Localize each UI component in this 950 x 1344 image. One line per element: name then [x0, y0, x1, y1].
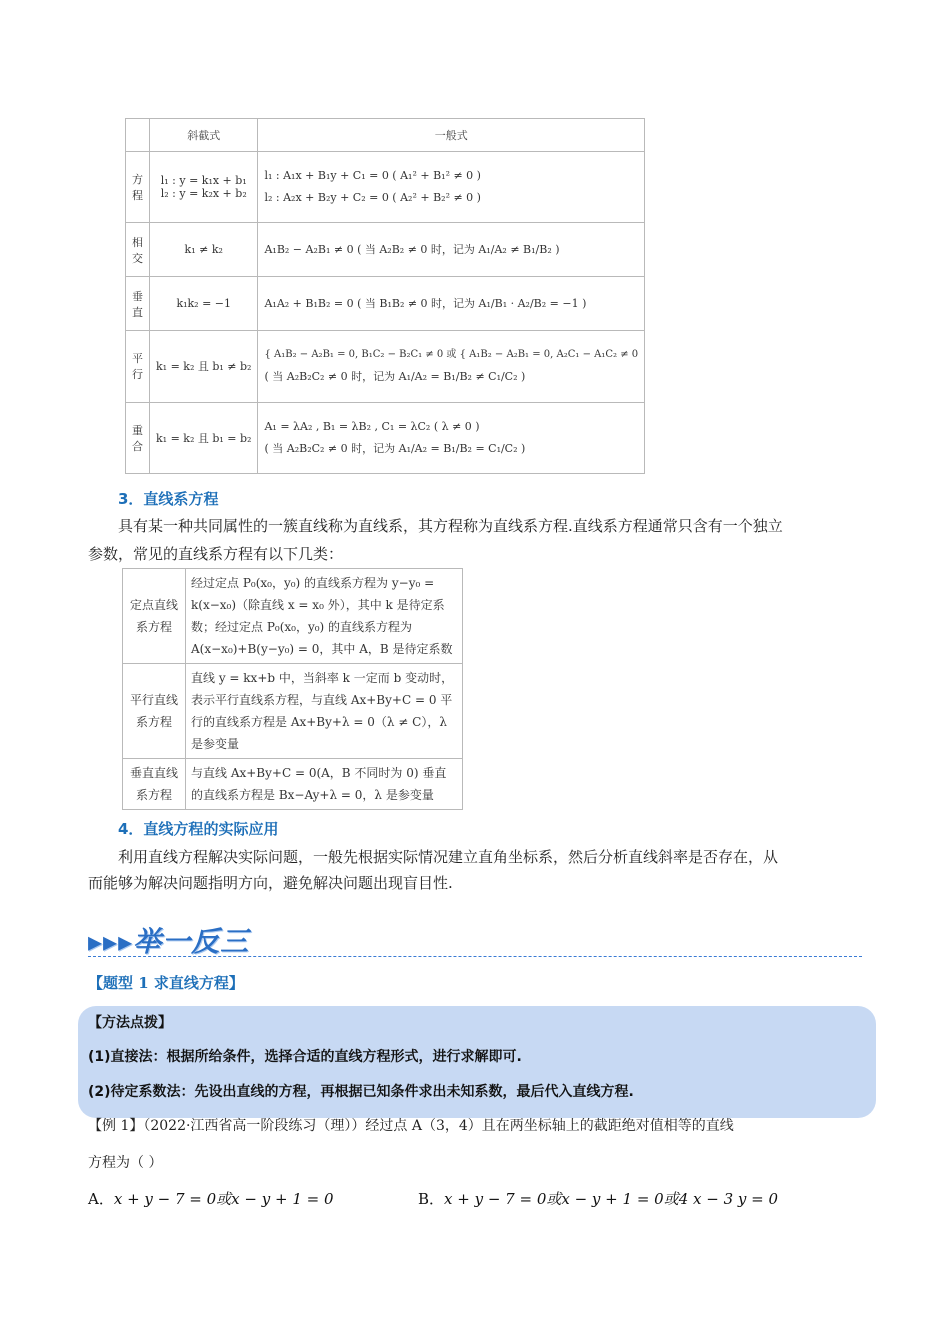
slope-line: k₁ ≠ k₂ — [184, 243, 223, 257]
general-line: A₁A₂ + B₁B₂ = 0 ( 当 B₁B₂ ≠ 0 时，记为 A₁/B₁ · A₂/B₂ = −1 ) — [264, 296, 587, 310]
row-label: 平行直线系方程 — [123, 664, 186, 759]
method-line: (2)待定系数法：先设出直线的方程，再根据已知条件求出未知系数，最后代入直线方程. — [88, 1084, 634, 1100]
option-a-text: x + y − 7 = 0或x − y + 1 = 0 — [113, 1190, 334, 1208]
slope-cell — [150, 152, 258, 223]
section-banner — [88, 920, 249, 960]
general-line: { A₁B₂ − A₂B₁ = 0, B₁C₂ − B₂C₁ ≠ 0 或 { A₁B₂ − A₂B₁ = 0, A₂C₁ − A₁C₂ ≠ 0 — [264, 349, 639, 361]
slope-line: l₂ : y = k₂x + b₂ — [160, 187, 247, 201]
option-a-label: A． — [88, 1190, 114, 1208]
option-b-text: x + y − 7 = 0或x − y + 1 = 0或4 x − 3 y = 0 — [444, 1190, 779, 1208]
example-question-cont: 方程为（ ） — [88, 1155, 163, 1171]
table-row — [126, 402, 645, 473]
row-label: 相交 — [126, 223, 150, 277]
table-header-general: 一般式 — [258, 119, 645, 152]
method-line: (1)直接法：根据所给条件，选择合适的直线方程形式，进行求解即可. — [88, 1049, 522, 1065]
table-header-empty — [126, 119, 150, 152]
comparison-table — [125, 118, 645, 474]
row-description: 直线 y = kx+b 中，当斜率 k 一定而 b 变动时，表示平行直线系方程，与直线 Ax+By+C = 0 平行的直线系方程是 Ax+By+λ = 0（λ ≠ C），λ 是参变量 — [186, 664, 463, 759]
slope-cell — [150, 402, 258, 473]
slope-cell — [150, 331, 258, 402]
general-line: l₁ : A₁x + B₁y + C₁ = 0 ( A₁² + B₁² ≠ 0 ) — [264, 169, 481, 183]
example-question: 【例 1】（2022·江西省高一阶段练习（理））经过点 A（3，4）且在两坐标轴上的截距绝对值相等的直线 — [88, 1118, 734, 1134]
row-label: 定点直线系方程 — [123, 569, 186, 664]
table-row — [123, 569, 463, 664]
paragraph-line: 参数，常见的直线系方程有以下几类： — [88, 545, 344, 563]
table-row — [126, 152, 645, 223]
table-header-slope: 斜截式 — [150, 119, 258, 152]
table-row — [123, 664, 463, 759]
row-label: 垂直直线系方程 — [123, 759, 186, 810]
slope-line: l₁ : y = k₁x + b₁ — [160, 174, 247, 188]
line-family-table — [122, 568, 463, 810]
method-title: 【方法点拨】 — [88, 1015, 172, 1031]
paragraph-line: 而能够为解决问题指明方向，避免解决问题出现盲目性. — [88, 874, 453, 892]
paragraph-line: 具有某一种共同属性的一簇直线称为直线系，其方程称为直线系方程.直线系方程通常只含有一个独立 — [118, 517, 783, 535]
row-description: 经过定点 P₀(x₀，y₀) 的直线系方程为 y−y₀ = k(x−x₀)（除直线 x = x₀ 外），其中 k 是待定系数；经过定点 P₀(x₀，y₀) 的直线系方程为 A(x−x₀)+B(y−y₀) = 0，其中 A，B 是待定系数 — [186, 569, 463, 664]
slope-line: k₁ = k₂ 且 b₁ ≠ b₂ — [156, 360, 252, 374]
general-cell — [258, 277, 645, 331]
general-cell — [258, 331, 645, 402]
option-b[interactable] — [418, 1188, 778, 1209]
banner-title: 举一反三 — [133, 925, 250, 958]
general-line: ( 当 A₂B₂C₂ ≠ 0 时，记为 A₁/A₂ = B₁/B₂ = C₁/C₂ ) — [264, 441, 526, 455]
general-line: A₁B₂ − A₂B₁ ≠ 0 ( 当 A₂B₂ ≠ 0 时，记为 A₁/A₂ ≠ B₁/B₂ ) — [264, 242, 560, 256]
option-a[interactable] — [88, 1188, 334, 1209]
row-description: 与直线 Ax+By+C = 0(A，B 不同时为 0) 垂直的直线系方程是 Bx−Ay+λ = 0，λ 是参变量 — [186, 759, 463, 810]
option-b-label: B． — [418, 1190, 445, 1208]
table-row — [126, 277, 645, 331]
row-label: 平行 — [126, 331, 150, 402]
general-cell — [258, 402, 645, 473]
slope-line: k₁k₂ = −1 — [176, 297, 232, 311]
row-label: 方程 — [126, 152, 150, 223]
triple-arrow-icon: ▸▸▸ — [88, 925, 134, 958]
table-row — [126, 331, 645, 402]
slope-line: k₁ = k₂ 且 b₁ = b₂ — [156, 431, 252, 445]
table-row — [126, 223, 645, 277]
paragraph-line: 利用直线方程解决实际问题，一般先根据实际情况建立直角坐标系，然后分析直线斜率是否存在，从 — [118, 848, 779, 866]
table-row — [123, 759, 463, 810]
question-type-title: 【题型 1 求直线方程】 — [88, 974, 244, 992]
dashed-divider — [88, 956, 862, 957]
general-line: l₂ : A₂x + B₂y + C₂ = 0 ( A₂² + B₂² ≠ 0 ) — [264, 191, 481, 205]
section-heading-3: 3．直线系方程 — [118, 490, 219, 508]
general-cell — [258, 223, 645, 277]
general-line: ( 当 A₂B₂C₂ ≠ 0 时，记为 A₁/A₂ = B₁/B₂ ≠ C₁/C₂ ) — [264, 370, 526, 384]
row-label: 重合 — [126, 402, 150, 473]
slope-cell — [150, 277, 258, 331]
row-label: 垂直 — [126, 277, 150, 331]
general-line: A₁ = λA₂ , B₁ = λB₂ , C₁ = λC₂ ( λ ≠ 0 ) — [264, 419, 480, 433]
slope-cell — [150, 223, 258, 277]
section-heading-4: 4．直线方程的实际应用 — [118, 820, 279, 838]
general-cell — [258, 152, 645, 223]
